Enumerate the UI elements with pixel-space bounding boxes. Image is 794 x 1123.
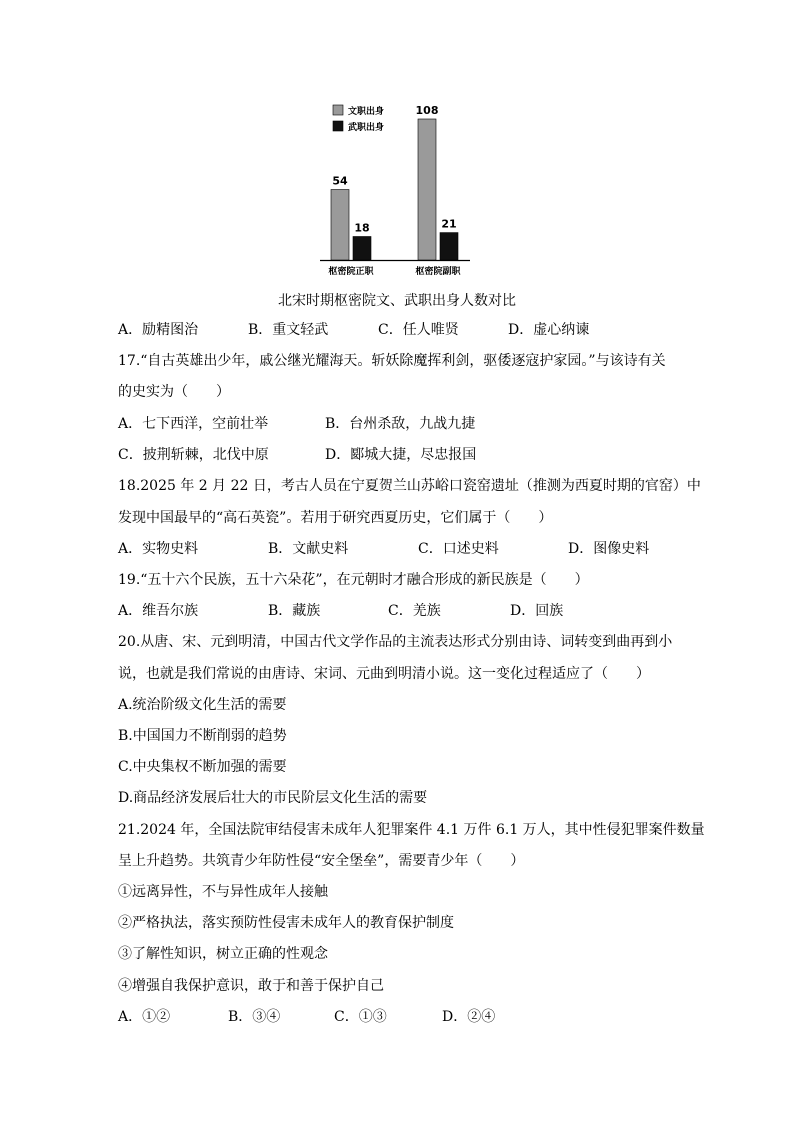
bar-chart bbox=[300, 95, 480, 285]
legend-label-2: 武职出身 bbox=[348, 123, 385, 133]
q17-option-c: C．披荆斩棘，北伐中原 bbox=[118, 447, 269, 463]
value-label-1-1: 54 bbox=[332, 174, 348, 188]
value-label-2-2: 21 bbox=[441, 217, 457, 231]
legend-swatch-2 bbox=[333, 121, 343, 131]
q17-stem-line1: 17.“自古英雄出少年，戚公继光耀海天。斩妖除魔挥利剑，驱倭逐寇护家园。”与该诗有关 bbox=[118, 353, 666, 369]
bar-1-2 bbox=[353, 237, 371, 261]
q16-option-d: D．虚心纳谏 bbox=[508, 322, 590, 338]
chart-caption: 北宋时期枢密院文、武职出身人数对比 bbox=[278, 293, 516, 309]
q21-stem-line2: 呈上升趋势。共筑青少年防性侵“安全堡垒”，需要青少年（ ） bbox=[118, 853, 525, 869]
q19-option-a: A．维吾尔族 bbox=[118, 603, 199, 619]
q21-option-d: D．②④ bbox=[442, 1009, 496, 1025]
q17-option-b: B．台州杀敌，九战九捷 bbox=[325, 416, 476, 432]
q19-option-b: B．藏族 bbox=[268, 603, 321, 619]
q19-stem: 19.“五十六个民族，五十六朵花”，在元朝时才融合形成的新民族是（ ） bbox=[118, 572, 589, 588]
q21-item-2: ②严格执法，落实预防性侵害未成年人的教育保护制度 bbox=[118, 915, 454, 931]
q21-option-a: A．①② bbox=[118, 1009, 171, 1025]
q21-item-1: ①远离异性，不与异性成年人接触 bbox=[118, 884, 328, 900]
q19-option-c: C．羌族 bbox=[388, 603, 441, 619]
category-label-2: 枢密院副职 bbox=[415, 267, 461, 277]
q20-option-b: B.中国国力不断削弱的趋势 bbox=[118, 728, 287, 744]
q16-option-c: C．任人唯贤 bbox=[378, 322, 459, 338]
q20-stem-line2: 说，也就是我们常说的由唐诗、宋词、元曲到明清小说。这一变化过程适应了（ ） bbox=[118, 666, 650, 682]
q16-option-a: A．励精图治 bbox=[118, 322, 199, 338]
q21-option-b: B．③④ bbox=[228, 1009, 281, 1025]
q18-option-a: A．实物史料 bbox=[118, 541, 199, 557]
q20-option-c: C.中央集权不断加强的需要 bbox=[118, 759, 287, 775]
q18-option-c: C．口述史料 bbox=[418, 541, 499, 557]
q21-item-3: ③了解性知识，树立正确的性观念 bbox=[118, 946, 328, 962]
q17-stem-line2: 的史实为（ ） bbox=[118, 384, 230, 400]
q18-option-b: B．文献史料 bbox=[268, 541, 349, 557]
value-label-1-2: 18 bbox=[354, 221, 370, 235]
q20-option-d: D.商品经济发展后壮大的市民阶层文化生活的需要 bbox=[118, 790, 428, 806]
bar-2-2 bbox=[440, 233, 458, 260]
bar-2-1 bbox=[418, 119, 436, 260]
q21-option-c: C．①③ bbox=[334, 1009, 387, 1025]
bar-1-1 bbox=[331, 190, 349, 261]
q20-stem-line1: 20.从唐、宋、元到明清，中国古代文学作品的主流表达形式分别由诗、词转变到曲再到小 bbox=[118, 634, 673, 650]
q21-stem-line1: 21.2024 年，全国法院审结侵害未成年人犯罪案件 4.1 万件 6.1 万人，其中性侵犯罪案件数量 bbox=[118, 822, 705, 838]
q18-stem-line2: 发现中国最早的“高石英瓷”。若用于研究西夏历史，它们属于（ ） bbox=[118, 510, 553, 526]
q21-item-4: ④增强自我保护意识，敢于和善于保护自己 bbox=[118, 978, 384, 994]
q20-option-a: A.统治阶级文化生活的需要 bbox=[118, 697, 287, 713]
q16-option-b: B．重文轻武 bbox=[248, 322, 329, 338]
q17-option-a: A．七下西洋，空前壮举 bbox=[118, 416, 269, 432]
q19-option-d: D．回族 bbox=[510, 603, 564, 619]
legend-label-1: 文职出身 bbox=[348, 107, 385, 117]
value-label-2-1: 108 bbox=[415, 104, 439, 117]
legend-swatch-1 bbox=[333, 105, 343, 115]
q18-stem-line1: 18.2025 年 2 月 22 日，考古人员在宁夏贺兰山苏峪口瓷窑遗址（推测为西夏时期的官窑）中 bbox=[118, 478, 701, 494]
q18-option-d: D．图像史料 bbox=[568, 541, 650, 557]
category-label-1: 枢密院正职 bbox=[328, 267, 374, 277]
q17-option-d: D．郾城大捷，尽忠报国 bbox=[325, 447, 477, 463]
